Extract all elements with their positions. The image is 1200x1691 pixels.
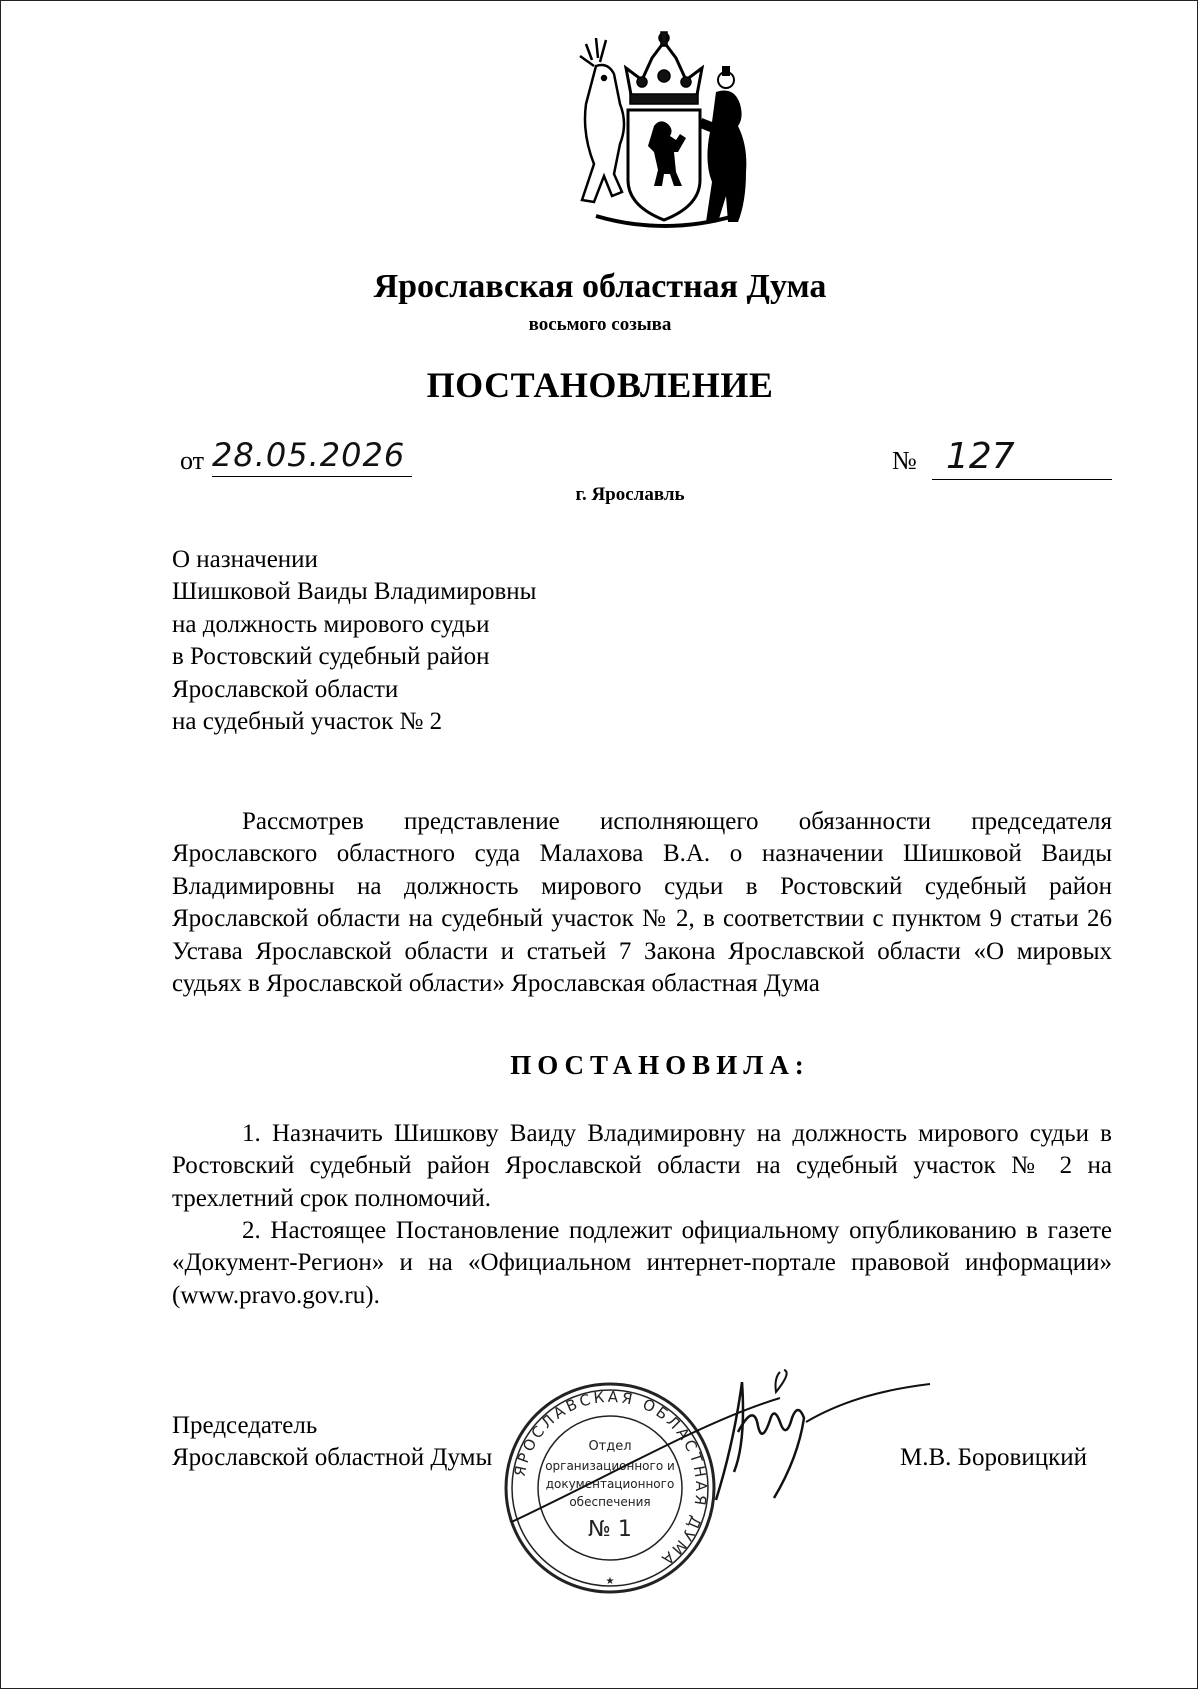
decree-item-1: 1. Назначить Шишкову Ваиду Владимировну на должность мирового судьи в Ростовский судебный район Ярославской области на судебный участок № 2 на трехлетний срок полномочий. bbox=[172, 1120, 1112, 1212]
handwritten-signature bbox=[480, 1362, 960, 1522]
organization-title: Ярославская областная Дума bbox=[373, 268, 827, 305]
stamp-inner-line: Отдел bbox=[588, 1439, 632, 1454]
stamp-inner-line: обеспечения bbox=[569, 1495, 651, 1509]
stamp-inner-line: организационного и bbox=[545, 1459, 675, 1473]
signatory-name: М.В. Боровицкий bbox=[900, 1444, 1087, 1471]
stamp-outer-text: ЯРОСЛАВСКАЯ ОБЛАСТНАЯ ДУМА bbox=[510, 1387, 711, 1571]
handwritten-date: 28.05.2026 bbox=[212, 436, 412, 477]
date-prefix: от bbox=[180, 446, 205, 475]
preamble-paragraph: Рассмотрев представление исполняющего обязанности председателя Ярославского областного суда Малахова В.А. о назначении Шишковой Ваиды Владимировны на должность мирового судьи в Ростовский судебный район Ярославской области на судебный участок № 2, в соответствии с пунктом 9 статьи 26 Устава Ярославской области и статьей 7 Закона Ярославской области «О мировых судьях в Ярославской области» Ярославская областная Дума bbox=[172, 808, 1112, 998]
subject-line: на судебный участок № 2 bbox=[172, 708, 443, 736]
decree-item-2: 2. Настоящее Постановление подлежит официальному опубликованию в газете «Документ-Регион» и на «Официальном интернет-портале правовой информации» (www.pravo.gov.ru). bbox=[172, 1217, 1112, 1309]
bear-supporter-icon bbox=[700, 66, 746, 222]
signatory-title-line: Ярославской областной Думы bbox=[172, 1444, 493, 1472]
stamp-inner-line: документационного bbox=[545, 1477, 675, 1491]
subject-line: в Ростовский судебный район bbox=[172, 643, 490, 671]
signatory-title bbox=[172, 1410, 492, 1475]
crown-icon bbox=[626, 32, 702, 104]
subject-line: на должность мирового судьи bbox=[172, 610, 490, 638]
stamp-inner-line: № 1 bbox=[588, 1517, 632, 1542]
document-type: ПОСТАНОВЛЕНИЕ bbox=[426, 365, 774, 405]
stamp-star-icon: ★ bbox=[605, 1576, 615, 1587]
convocation-label: восьмого созыва bbox=[528, 314, 672, 335]
decree-heading: ПОСТАНОВИЛА: bbox=[510, 1050, 810, 1080]
deer-icon bbox=[580, 38, 624, 202]
coat-of-arms-emblem bbox=[566, 30, 762, 236]
subject-line: О назначении bbox=[172, 546, 318, 573]
subject-line: Ярославской области bbox=[172, 675, 399, 703]
handwritten-number: 127 bbox=[932, 436, 1112, 480]
number-prefix: № bbox=[892, 446, 917, 475]
subject-line: Шишковой Ваиды Владимировны bbox=[172, 578, 537, 606]
signatory-title-line: Председатель bbox=[172, 1412, 318, 1439]
city-label: г. Ярославль bbox=[575, 484, 685, 505]
subject-block bbox=[172, 544, 536, 738]
